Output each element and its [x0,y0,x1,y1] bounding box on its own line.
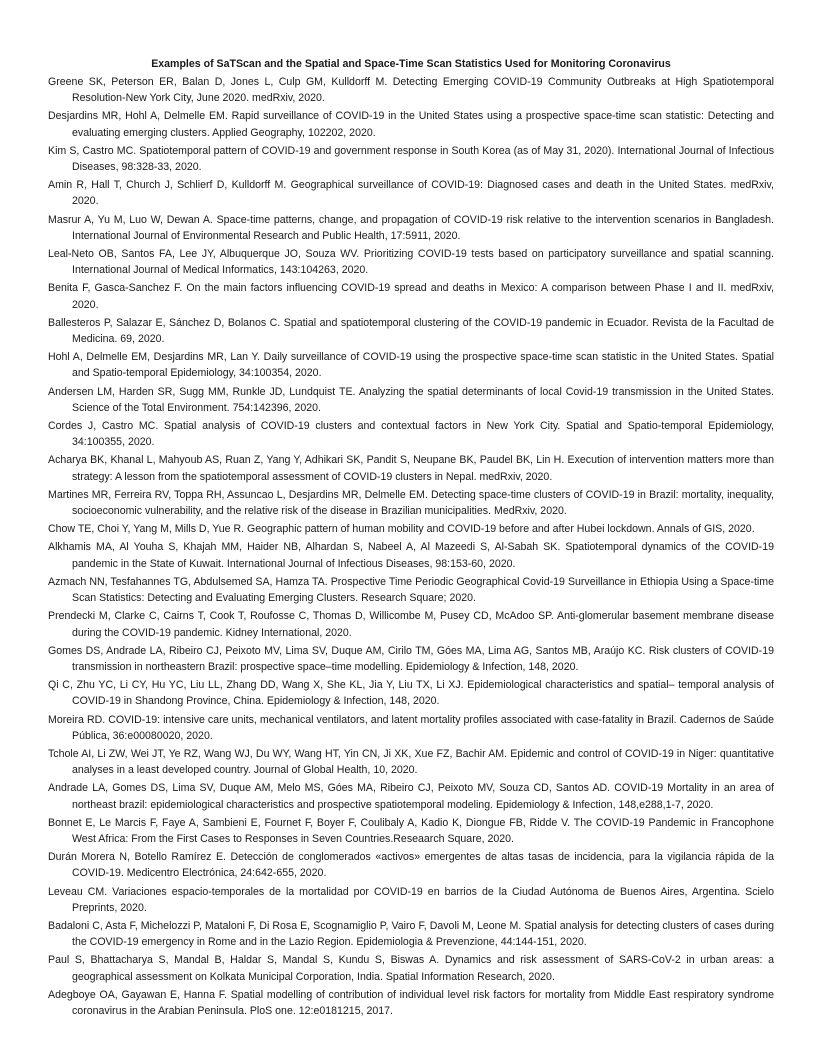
reference-entry: Moreira RD. COVID-19: intensive care units, mechanical ventilators, and latent mortality profiles associated with case-fatality in Brazil. Cadernos de Saúde Pública, 36:e00080020, 2020. [48,713,774,742]
reference-entry: Andersen LM, Harden SR, Sugg MM, Runkle JD, Lundquist TE. Analyzing the spatial determinants of local Covid-19 transmission in the United States. Science of the Total Environment. 754:142396, 2020. [48,385,774,414]
reference-entry: Chow TE, Choi Y, Yang M, Mills D, Yue R. Geographic pattern of human mobility and COVID-19 before and after Hubei lockdown. Annals of GIS, 2020. [48,523,755,536]
reference-entry: Martines MR, Ferreira RV, Toppa RH, Assuncao L, Desjardins MR, Delmelle EM. Detecting space-time clusters of COVID-19 in Brazil: mortality, inequality, socioeconomic vulnerability, and the relative risk of the disease in Brazilian municipalities. MedRxiv, 2020. [48,488,774,518]
reference-entry: Leveau CM. Variaciones espacio-temporales de la mortalidad por COVID-19 en barrios de la Ciudad Autónoma de Buenos Aires, Argentina. Scielo Preprints, 2020. [48,885,774,914]
reference-entry: Badaloni C, Asta F, Michelozzi P, Mataloni F, Di Rosa E, Scognamiglio P, Vairo F, Davoli M, Leone M. Spatial analysis for detecting clusters of cases during the COVID-19 emergency in Rome and in the Lazio Region. Epidemiologia & Prevenzione, 44:144-151, 2020. [48,919,774,949]
reference-entry: Adegboye OA, Gayawan E, Hanna F. Spatial modelling of contribution of individual level risk factors for mortality from Middle East respiratory syndrome coronavirus in the Arabian Peninsula. PloS one. 12:e0181215, 2017. [48,988,774,1017]
reference-entry: Azmach NN, Tesfahannes TG, Abdulsemed SA, Hamza TA. Prospective Time Periodic Geographical Covid-19 Surveillance in Ethiopia Using a Space-time Scan Statistics: Detecting and Evaluating Emerging Clusters. Research Square; 2020. [48,575,774,605]
reference-entry: Masrur A, Yu M, Luo W, Dewan A. Space-time patterns, change, and propagation of COVID-19 risk relative to the intervention scenarios in Bangladesh. International Journal of Environmental Research and Public Health, 17:5911, 2020. [48,213,774,242]
reference-entry: Hohl A, Delmelle EM, Desjardins MR, Lan Y. Daily surveillance of COVID-19 using the prospective space-time scan statistic in the United States. Spatial and Spatio-temporal Epidemiology, 34:100354, 2020. [48,351,774,380]
reference-entry: Ballesteros P, Salazar E, Sánchez D, Bolanos C. Spatial and spatiotemporal clustering of the COVID-19 pandemic in Ecuador. Revista de la Facultad de Medicina. 69, 2020. [48,316,774,346]
reference-entry: Acharya BK, Khanal L, Mahyoub AS, Ruan Z, Yang Y, Adhikari SK, Pandit S, Neupane BK, Paudel BK, Lin H. Execution of intervention matters more than strategy: A lesson from the spatiotemporal assessment of COVID-19 clusters in Nepal. medRxiv, 2020. [48,454,774,483]
reference-list [48,74,774,1019]
reference-entry: Paul S, Bhattacharya S, Mandal B, Haldar S, Mandal S, Kundu S, Biswas A. Dynamics and risk assessment of SARS-CoV-2 in urban areas: a geographical assessment on Kolkata Municipal Corporation, India. Spatial Information Research, 2020. [48,954,774,983]
reference-entry: Leal-Neto OB, Santos FA, Lee JY, Albuquerque JO, Souza WV. Prioritizing COVID-19 tests based on participatory surveillance and spatial scanning. International Journal of Medical Informatics, 143:104263, 2020. [48,248,774,277]
reference-entry: Durán Morera N, Botello Ramírez E. Detección de conglomerados «activos» emergentes de altas tasas de incidencia, para la vigilancia rápida de la COVID-19. Medicentro Electrónica, 24:642-655, 2020. [48,851,774,880]
reference-entry: Desjardins MR, Hohl A, Delmelle EM. Rapid surveillance of COVID-19 in the United States using a prospective space-time scan statistic: Detecting and evaluating emerging clusters. Applied Geography, 102202, 2020. [48,110,774,139]
reference-entry: Andrade LA, Gomes DS, Lima SV, Duque AM, Melo MS, Góes MA, Ribeiro CJ, Peixoto MV, Souza CD, Santos AD. COVID-19 Mortality in an area of northeast brazil: epidemiological characteristics and prospective spatiotemporal modeling. Epidemiology & Infection, 148,e288,1-7, 2020. [48,782,774,811]
reference-entry: Alkhamis MA, Al Youha S, Khajah MM, Haider NB, Alhardan S, Nabeel A, Al Mazeedi S, Al-Sabah SK. Spatiotemporal dynamics of the COVID-19 pandemic in the State of Kuwait. International Journal of Infectious Diseases, 98:153-60, 2020. [48,541,774,570]
reference-entry: Greene SK, Peterson ER, Balan D, Jones L, Culp GM, Kulldorff M. Detecting Emerging COVID-19 Community Outbreaks at High Spatiotemporal Resolution-New York City, June 2020. medRxiv, 2020. [48,76,774,105]
reference-entry: Amin R, Hall T, Church J, Schlierf D, Kulldorff M. Geographical surveillance of COVID-19: Diagnosed cases and death in the United States. medRxiv, 2020. [48,179,774,208]
reference-entry: Kim S, Castro MC. Spatiotemporal pattern of COVID-19 and government response in South Korea (as of May 31, 2020). International Journal of Infectious Diseases, 98:328-33, 2020. [48,144,774,174]
reference-entry: Bonnet E, Le Marcis F, Faye A, Sambieni E, Fournet F, Boyer F, Coulibaly A, Kadio K, Diongue FB, Ridde V. The COVID-19 Pandemic in Francophone West Africa: From the First Cases to Responses in Seven Countries.Reseaarch Square, 2020. [48,816,774,845]
reference-entry: Prendecki M, Clarke C, Cairns T, Cook T, Roufosse C, Thomas D, Willicombe M, Pusey CD, McAdoo SP. Anti-glomerular basement membrane disease during the COVID-19 pandemic. Kidney International, 2020. [48,610,774,639]
document-page [48,56,774,1021]
reference-entry: Tchole AI, Li ZW, Wei JT, Ye RZ, Wang WJ, Du WY, Wang HT, Yin CN, Ji XK, Xue FZ, Bachir AM. Epidemic and control of COVID-19 in Niger: quantitative analyses in a least developed country. Journal of Global Health, 10, 2020. [48,747,774,777]
reference-entry: Cordes J, Castro MC. Spatial analysis of COVID-19 clusters and contextual factors in New York City. Spatial and Spatio-temporal Epidemiology, 34:100355, 2020. [48,420,774,449]
reference-entry: Benita F, Gasca-Sanchez F. On the main factors influencing COVID-19 spread and deaths in Mexico: A comparison between Phase I and II. medRxiv, 2020. [48,282,774,311]
reference-entry: Gomes DS, Andrade LA, Ribeiro CJ, Peixoto MV, Lima SV, Duque AM, Cirilo TM, Góes MA, Lima AG, Santos MB, Araújo KC. Risk clusters of COVID-19 transmission in northeastern Brazil: prospective space–time modelling. Epidemiology & Infection, 148, 2020. [48,644,774,673]
page-title: Examples of SaTScan and the Spatial and Space-Time Scan Statistics Used for Monitoring Coronavirus [151,58,671,70]
reference-entry: Qi C, Zhu YC, Li CY, Hu YC, Liu LL, Zhang DD, Wang X, She KL, Jia Y, Liu TX, Li XJ. Epidemiological characteristics and spatial– temporal analysis of COVID-19 in Shandong Province, China. Epidemiology & Infection, 148, 2020. [48,679,774,708]
